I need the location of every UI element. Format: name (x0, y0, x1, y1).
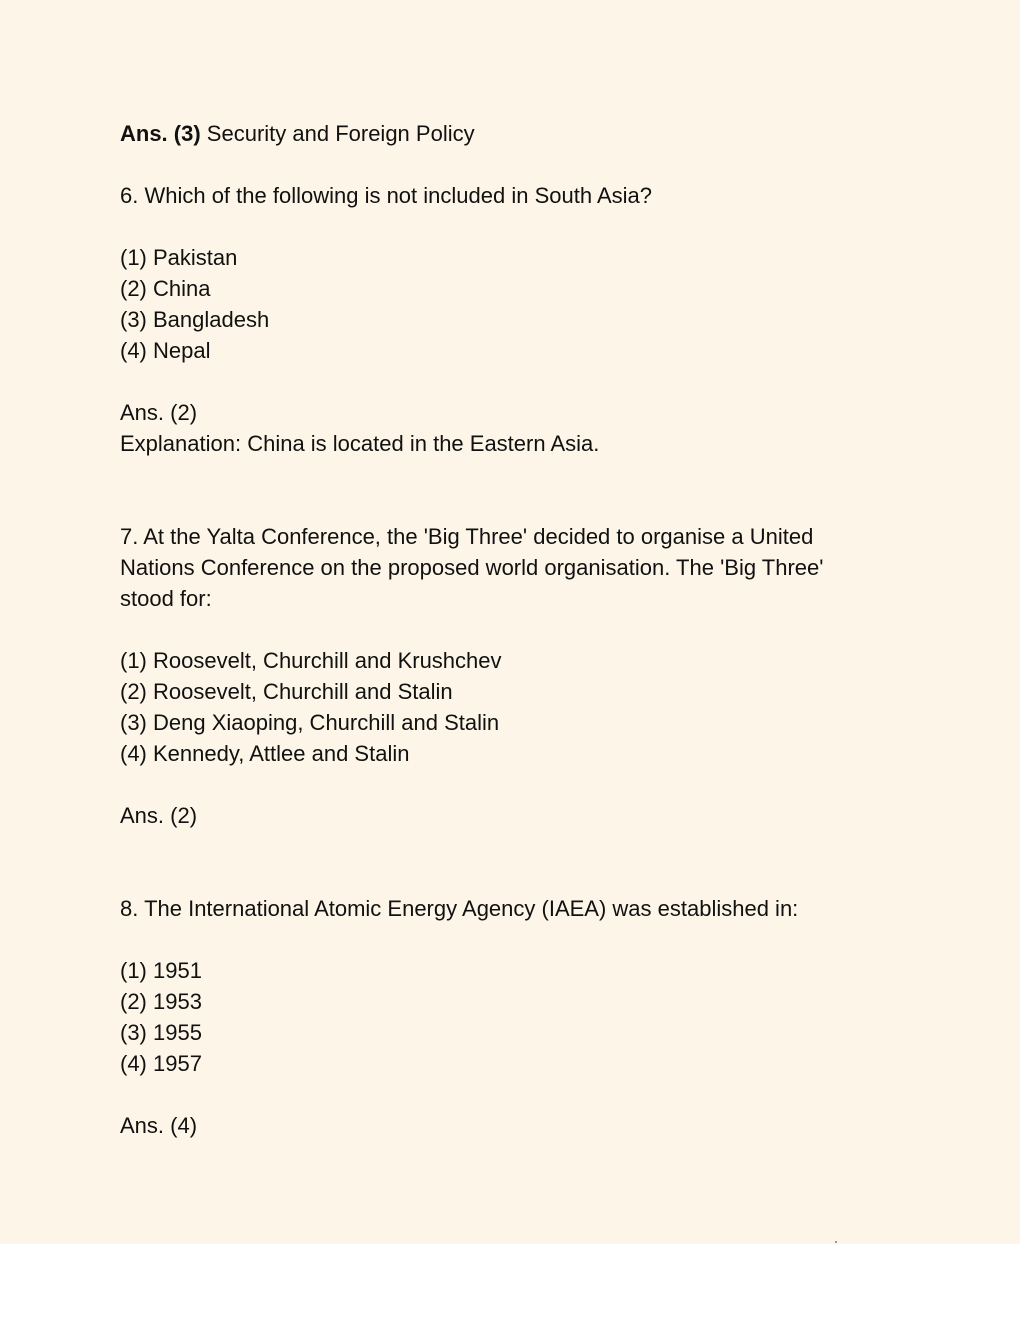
answer-q5 (120, 118, 900, 149)
q8-option-1: (1) 1951 (120, 958, 202, 983)
q6-option-2: (2) China (120, 276, 211, 301)
question-7-line-1: 7. At the Yalta Conference, the 'Big Three' decided to organise a United (120, 524, 814, 549)
q6-answer: Ans. (2) (120, 400, 198, 425)
q7-option-4: (4) Kennedy, Attlee and Stalin (120, 741, 410, 766)
question-6: 6. Which of the following is not included in South Asia? (120, 183, 652, 208)
q6-option-1: (1) Pakistan (120, 245, 238, 270)
question-7-line-2: Nations Conference on the proposed world organisation. The 'Big Three' (120, 555, 824, 580)
q8-answer: Ans. (4) (120, 1113, 198, 1138)
q7-option-1: (1) Roosevelt, Churchill and Krushchev (120, 648, 502, 673)
q7-option-3: (3) Deng Xiaoping, Churchill and Stalin (120, 710, 500, 735)
q7-option-2: (2) Roosevelt, Churchill and Stalin (120, 679, 453, 704)
answer-q5-label: Ans. (3) (120, 121, 201, 146)
question-8: 8. The International Atomic Energy Agency (IAEA) was established in: (120, 896, 799, 921)
q6-option-3: (3) Bangladesh (120, 307, 270, 332)
q8-option-3: (3) 1955 (120, 1020, 202, 1045)
q8-option-4: (4) 1957 (120, 1051, 202, 1076)
answer-q5-text: Security and Foreign Policy (200, 121, 475, 146)
q8-option-2: (2) 1953 (120, 989, 202, 1014)
q7-answer: Ans. (2) (120, 803, 198, 828)
q6-explanation: Explanation: China is located in the Eastern Asia. (120, 431, 600, 456)
page-content (120, 118, 900, 1141)
page-speck (835, 1241, 837, 1243)
q6-option-4: (4) Nepal (120, 338, 211, 363)
question-7-line-3: stood for: (120, 586, 212, 611)
